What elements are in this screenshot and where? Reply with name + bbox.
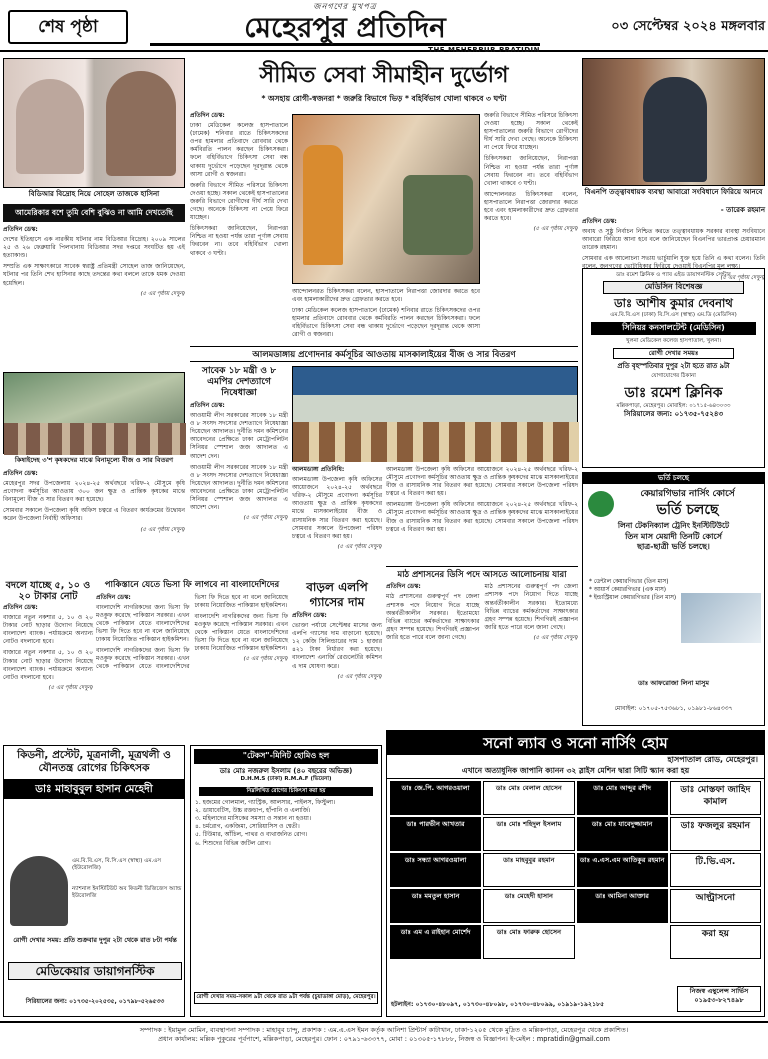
farmers-dateline: প্রতিদিন ডেস্ক: (3, 470, 38, 477)
visa-para: বাংলাদেশি নাগরিকদের জন্য ভিসা ফি মওকুফ করেছে পাকিস্তান সরকার। এখন থেকে পাকিস্তান যেতে বাংলাদেশিদের ভিসা ফি দিতে হবে না বলে জানিয়েছে ঢাকায় নিয়োজিত পাকিস্তান হাইকমিশন। (96, 593, 288, 671)
nursing-students: ছাত্র-ছাত্রী ভর্তি চলছে। (637, 542, 710, 552)
imprint-footer (0, 1021, 768, 1059)
homeo-list (191, 799, 381, 848)
person-icon (303, 145, 343, 265)
nursing-courses (589, 579, 679, 602)
coin-dateline: প্রতিদিন ডেস্ক: (3, 604, 38, 611)
issue-date: ০৩ সেপ্টেম্বর ২০২৪ মঙ্গলবার (611, 19, 765, 34)
homeo-footer: রোগী দেখার সময়-সকাল ৯টা থেকে রাত ৯টা পর্যন্ত (চুয়াডাঙ্গা মোড়), মেহেরপুর। (194, 992, 378, 1004)
lead-body-left (190, 112, 288, 356)
sono-doctor-cell: ডাঃ মোঃ যাবেদুজ্জামান (577, 817, 668, 851)
imprint-line: সম্পাদক : ইয়ামুল মোমিন, ব্যবস্থাপনা সম্পাদক : মাহাবুব চান্দু, প্রকাশক : এম.এ.এস ইমন কর্তৃক আনিশা প্রিন্টার্স কাটাখান, ঢাকা-১২০৫ থেকে মুদ্রিত ও মল্লিকপাড়া, মেহেরপুর থেকে প্রকাশিত। (139, 1026, 629, 1034)
lead-para: আন্দোলনরত চিকিৎসকরা বলেন, হাসপাতালে নিরাপত্তা জোরদার করতে হবে এবং হামলাকারীদের দ্রুত গ্রেফতার করতে হবে। (292, 288, 480, 304)
imprint-line: প্রধান কার্যালয়: মল্লিক পুকুরের পূর্বপাশে, মল্লিকপাড়া, মেহেরপুর। ফোন : ০৭৯১-৬৩৩৭৭, মোবা : ০১৩০৫-১৭৮৮৮, নিজস্ব ও বিজ্ঞাপন। ই-মেইল : mpratidin@gmail.com (158, 1034, 610, 1043)
lead-para: জরুরি বিভাগে সীমিত পরিসরে চিকিৎসা দেওয়া হচ্ছে। সকাল থেকেই হাসপাতালের জরুরি বিভাগে রোগীদের দীর্ঘ সারি দেখা গেছে। অনেকে চিকিৎসা না পেয়ে ফিরে যাচ্ছেন। (484, 112, 578, 152)
sono-doctor-cell: ডাঃ মোঃ আব্দুর রশীদ (577, 781, 668, 815)
sono-doctor-grid (387, 781, 764, 959)
farmers-para: সোমবার সকালে উপজেলা কৃষি অফিস চত্বরে এ বিতরণ কার্যক্রমের উদ্বোধন করেন উপজেলা নির্বাহী অফিসার। (3, 507, 185, 523)
hasina-dateline: প্রতিদিন ডেস্ক: (3, 226, 38, 233)
ambulance-phone: ০১৯৫৩-৮২৭৪৯৮ (694, 995, 744, 1004)
sono-doctor-cell: ডাঃ মোঃ শহিদুল ইসলাম (483, 817, 574, 851)
lead-para: ঢাকা মেডিকেল কলেজ হাসপাতালে (ঢামেক) শনিবার রাতে চিকিৎসকদের ওপর হামলার প্রতিবাদে রোববার থেকে কর্মবিরতি পালন করছেন চিকিৎসকরা। ফলে বহির্বিভাগে চিকিৎসা সেবা বন্ধ থাকায় দুর্ভোগে পড়েছেন দূরদূরান্ত থেকে আসা রোগী ও স্বজনরা। (190, 122, 288, 178)
bnp-cont: (৫ এর পৃষ্ঠায় দেখুন) (720, 274, 765, 281)
visa-cont: (৫ এর পৃষ্ঠায় দেখুন) (243, 656, 288, 663)
sono-doctor-cell: করা হয় (670, 925, 761, 959)
mehedi-time: রোগী দেখার সময়: প্রতি শুক্রবার দুপুর ২টা থেকে রাত ৮টা পর্যন্ত (13, 936, 177, 944)
bnp-dateline: প্রতিদিন ডেস্ক: (582, 218, 617, 225)
nurse-photo (681, 593, 761, 643)
hasina-para: দেশের ইতিহাসে এক নারকীয় ঘটনার নাম বিডিআর বিদ্রোহ। ২০০৯ সালের ২৫ ও ২৬ ফেব্রুয়ারি পিলখানায় বিডিআর সদর দপ্তরে সংঘটিত হয় এই হত্যাকাণ্ড। (3, 236, 185, 260)
lpg-cont: (৫ এর পৃষ্ঠায় দেখুন) (337, 673, 382, 680)
nursing-ad (582, 472, 765, 726)
hasina-headline: আমেরিকার বশে তুমি বেশি বুঝিও না আমি দেখতেছি (3, 204, 185, 222)
lead-para: আন্দোলনরত চিকিৎসকরা বলেন, হাসপাতালে নিরাপত্তা জোরদার করতে হবে এবং হামলাকারীদের দ্রুত গ্রেফতার করতে হবে। (484, 190, 578, 223)
sono-doctor-cell: ডাঃ মোঃ ফারুক হোসেন (483, 925, 574, 959)
farmers-caption: কিষাইদেহ ৩'শ কৃষকদের মাঝে বিনামূল্যে বীজ ও সার বিতরণ (14, 456, 174, 464)
farmers-cont: (৫ এর পৃষ্ঠায় দেখুন) (140, 526, 185, 533)
ramesh-clinic-ad (582, 268, 765, 468)
dc-dateline: প্রতিদিন ডেস্ক: (386, 583, 421, 591)
ad-address: মল্লিকপাড়া, মেহেরপুর। মোবাইল: ০১৭১৫-৬৪৩০৩৩ (616, 402, 731, 409)
sono-doctor-cell: ডাঃ জে.পি. আগরওয়ালা (390, 781, 481, 815)
farmers-body (3, 470, 185, 565)
lpg-story (292, 580, 382, 740)
lead-cont: (৫ এর পৃষ্ঠায় দেখুন) (533, 226, 578, 233)
course-item: * ডেন্টাল কেয়ারগিভার (তিন মাস) (589, 579, 669, 586)
mehedi-ad (3, 745, 185, 1017)
coin-headline: বদলে যাচ্ছে ৫, ১০ ও ২০ টাকার নোট (5, 580, 91, 602)
seed-para: আলমডাঙ্গা উপজেলা কৃষি অফিসের আয়োজনে ২০২৪-২৫ অর্থবছরে খরিফ-২ মৌসুমে প্রণোদনা কর্মসূচির আওতায় ক্ষুদ্র ও প্রান্তিক কৃষকদের মাঝে মাসকালাইয়ের বীজ ও রাসায়নিক সার বিতরণ করা হয়েছে। সোমবার সকালে উপজেলা পরিষদ চত্বরে এ বিতরণ করা হয়। (386, 501, 578, 533)
ad-dept: মেডিসিন বিশেষজ্ঞ (603, 281, 744, 294)
mp-story (190, 366, 288, 576)
sono-sub: হাসপাতাল রোড, মেহেরপুর। (667, 755, 758, 765)
farmers-photo (3, 372, 185, 454)
doctor-photo (10, 856, 68, 926)
seed-para: আলমডাঙ্গা উপজেলা কৃষি অফিসের আয়োজনে ২০২৪-২৫ অর্থবছরে খরিফ-২ মৌসুমে প্রণোদনা কর্মসূচির আওতায় ক্ষুদ্র ও প্রান্তিক কৃষকদের মাঝে মাসকালাইয়ের বীজ ও রাসায়নিক সার বিতরণ করা হয়েছে। সোমবার সকালে উপজেলা পরিষদ চত্বরে এ বিতরণ করা হয়। (386, 466, 578, 498)
homeo-item: ১. হজমের গোলমাল, গ্যাস্ট্রিক, আলসার, পাইলস, ফিস্টুলা। (195, 799, 336, 807)
coin-cont: (৫ এর পৃষ্ঠায় দেখুন) (48, 684, 93, 691)
sono-ambulance (677, 986, 761, 1012)
mehedi-title: কিডনী, প্রস্টেট, মূত্রনালী, মূত্রথলী ও যৌনতন্ত্র রোগের চিকিৎসক (17, 749, 171, 774)
sono-doctor-cell: ডাঃ মেহেদী হাসান (483, 889, 574, 923)
portrait-left-icon (16, 79, 84, 174)
mehedi-inst: ন্যাশনাল ইনস্টিটিউট অব কিডনী ডিজিজেস অ্যান্ড ইউরোলজি (72, 886, 182, 900)
paper-logo (150, 2, 540, 54)
homeo-degree: D.H.M.S (ঢাকা) R.M.A.F (ভিয়েনা) (240, 776, 332, 783)
hasina-sohel-photo (3, 58, 185, 188)
homeo-item: ৩. মহিলাদের মাসিকের সমস্যা ও সন্তান না হওয়া। (195, 815, 311, 823)
sono-doctor-cell: ডাঃ মোস্তফা জাহিদ কামাল (670, 781, 761, 815)
mp-dateline: প্রতিদিন ডেস্ক: (190, 402, 225, 409)
lead-story (190, 58, 578, 358)
sono-title: সনো ল্যাব ও সনো নার্সিং হোম (387, 731, 764, 755)
seed-body-2 (386, 466, 578, 566)
visa-headline: পাকিস্তানে যেতে ভিসা ফি লাগবে না বাংলাদেশিদের (104, 580, 280, 590)
homeo-sub: নিম্নলিখিত রোগের চিকিৎসা করা হয় (199, 787, 373, 796)
homeo-item: ৫. টিউমার, আঁচিল, পাথর ও ব্যথাজনিত রোগ। (195, 831, 308, 839)
dc-para: মাঠ প্রশাসনের গুরুত্বপূর্ণ পদ জেলা প্রশাসক পদে নিয়োগ দিতে যাচ্ছে অন্তর্বর্তীকালীন সরকার। ইতোমধ্যে বিভিন্ন ব্যাচের কর্মকর্তাদের সাক্ষাৎকার গ্রহণ সম্পন্ন হয়েছে। শিগগিরই প্রজ্ঞাপন জারি হতে পারে বলে জানা গেছে। (484, 583, 578, 631)
visa-para: বাংলাদেশি নাগরিকদের জন্য ভিসা ফি মওকুফ করেছে পাকিস্তান সরকার। এখন থেকে পাকিস্তান যেতে বাংলাদেশিদের ভিসা ফি দিতে হবে না বলে জানিয়েছে ঢাকায় নিয়োজিত পাকিস্তান হাইকমিশন। (96, 603, 190, 644)
ad-hospital: খুলনা মেডিকেল কলেজ হাসপাতাল, খুলনা। (625, 337, 722, 344)
mp-para: আওয়ামী লীগ সরকারের সাবেক ১৮ মন্ত্রী ও ৮ সংসদ সদস্যের দেশত্যাগে নিষেধাজ্ঞা দিয়েছেন আদালত। দুর্নীতি দমন কমিশনের আবেদনের প্রেক্ষিতে ঢাকা মেট্রোপলিটন সিনিয়র স্পেশাল জজ আদালত এ আদেশ দেন। (190, 463, 288, 512)
nursing-top: ভর্তি চলছে (583, 473, 764, 484)
hospital-photo (292, 114, 480, 284)
lead-subhead: * অসহায় রোগী-স্বজনরা * জরুরি বিভাগে ভিড় * বহির্বিভাগ খোলা থাকবে ৩ ঘণ্টা (261, 94, 507, 103)
homeo-item: ৬. শিশুদের বিভিন্ন জটিল রোগ। (195, 839, 271, 847)
ad-clinic: ডাঃ রমেশ ক্লিনিক (624, 384, 723, 401)
lpg-dateline: প্রতিদিন ডেস্ক: (292, 612, 327, 619)
paper-name-en: THE MEHERPUR PRATIDIN (428, 45, 540, 54)
lead-para: চিকিৎসকরা জানিয়েছেন, নিরাপত্তা নিশ্চিত না হওয়া পর্যন্ত তারা পূর্ণাঙ্গ সেবায় ফিরবেন না। তবে বহির্বিভাগ খোলা থাকবে ৩ ঘণ্টা। (190, 225, 288, 257)
masthead (0, 0, 768, 52)
seed-dateline: আলমডাঙ্গা প্রতিনিধি: (292, 466, 345, 473)
dc-headline: মাঠ প্রশাসনের ডিসি পদে আসতে আলোচনায় যারা (386, 566, 578, 580)
homeo-ad (190, 745, 382, 1017)
section-label: শেষ পৃষ্ঠা (8, 10, 128, 44)
sono-doctor-cell: আল্ট্রাসনো (670, 889, 761, 923)
hasina-cont: (৫ এর পৃষ্ঠায় দেখুন) (140, 290, 185, 297)
nursing-course: কেয়ারগিভার নার্সিং কোর্সে (640, 489, 735, 500)
nursing-contact: ডাঃ আফরোজা লিনা মাসুম (638, 679, 709, 687)
seed-para: আলমডাঙ্গা উপজেলা কৃষি অফিসের আয়োজনে ২০২৪-২৫ অর্থবছরে খরিফ-২ মৌসুমে প্রণোদনা কর্মসূচির আওতায় ক্ষুদ্র ও প্রান্তিক কৃষকদের মাঝে মাসকালাইয়ের বীজ ও রাসায়নিক সার বিতরণ করা হয়েছে। সোমবার সকালে উপজেলা পরিষদ চত্বরে এ বিতরণ করা হয়। (292, 476, 382, 540)
farmers-para: মেহেরপুর সদর উপজেলায় ২০২৪-২৫ অর্থবছরে খরিফ-২ মৌসুমে কৃষি প্রণোদনা কর্মসূচির আওতায় ৩০০ জন ক্ষুদ্র ও প্রান্তিক কৃষকের মাঝে বিনামূল্যে বীজ ও সার বিতরণ করা হয়েছে। (3, 480, 185, 504)
ad-post: সিনিয়র কনসালটেন্ট (মেডিসিন) (591, 322, 756, 335)
lead-body-right (484, 112, 578, 356)
seed-body (292, 466, 382, 576)
hasina-para: সম্প্রতি এক সাক্ষাৎকারে সাবেক স্বরাষ্ট্র প্রতিমন্ত্রী সোহেল তাজ জানিয়েছেন, ঘটনার পর তিনি শেখ হাসিনার কাছে তদন্তের কথা বললে তাকে ধমক দেওয়া হয়েছিল। (3, 263, 185, 287)
sono-doctor-cell: ডাঃ ফজলুর রহমান (670, 817, 761, 851)
ad-top: ডাঃ রমেশ ক্লিনিক ও প্যাব এইড ডায়াগনস্টিক সেন্টার (616, 272, 731, 278)
seed-photo (292, 366, 578, 462)
paper-name: মেহেরপুর প্রতিদিন (150, 13, 540, 46)
homeo-title: "টেকস"-মিনিট হোমিও হল (194, 749, 378, 764)
mp-para: আওয়ামী লীগ সরকারের সাবেক ১৮ মন্ত্রী ও ৮ সংসদ সদস্যের দেশত্যাগে নিষেধাজ্ঞা দিয়েছেন আদালত। দুর্নীতি দমন কমিশনের আবেদনের প্রেক্ষিতে ঢাকা মেট্রোপলিটন সিনিয়র স্পেশাল জজ আদালত এ আদেশ দেন। (190, 412, 288, 460)
lead-dateline: প্রতিদিন ডেস্ক: (190, 112, 225, 119)
ad-serial: সিরিয়ালের জন্য: ০১৭৩৫-৭৫২৪৩ (623, 410, 724, 419)
portrait-right-icon (106, 71, 176, 176)
ad-contact-label: যোগাযোগের ঠিকানা (651, 373, 696, 380)
coin-para: বাজারে নতুন নকশার ৫, ১০ ও ২০ টাকার নোট ছাড়ার উদ্যোগ নিয়েছে বাংলাদেশ ব্যাংক। পর্যায়ক্রমে অন্যান্য নোটও বদলানো হবে। (3, 649, 93, 681)
portrait-icon (643, 77, 707, 182)
mp-cont: (৫ এর পৃষ্ঠায় দেখুন) (243, 515, 288, 522)
hasina-caption: বিডিআর বিদ্রোহ নিয়ে সোহেল তাজকে হাসিনা (28, 190, 160, 198)
mehedi-doctor: ডাঃ মাহাবুবুল হাসান মেহেদী (4, 779, 184, 799)
ad-time: প্রতি বৃহস্পতিবার দুপুর ২টা হতে রাত ৯টা (617, 362, 730, 371)
dc-para: মাঠ প্রশাসনের গুরুত্বপূর্ণ পদ জেলা প্রশাসক পদে নিয়োগ দিতে যাচ্ছে অন্তর্বর্তীকালীন সরকার। ইতোমধ্যে বিভিন্ন ব্যাচের কর্মকর্তাদের সাক্ষাৎকার গ্রহণ সম্পন্ন হয়েছে। শিগগিরই প্রজ্ঞাপন জারি হতে পারে বলে জানা গেছে। (386, 593, 480, 641)
seed-cont: (৫ এর পৃষ্ঠায় দেখুন) (337, 543, 382, 550)
lead-para: ঢাকা মেডিকেল কলেজ হাসপাতালে (ঢামেক) শনিবার রাতে চিকিৎসকদের ওপর হামলার প্রতিবাদে রোববার থেকে কর্মবিরতি পালন করছেন চিকিৎসকরা। ফলে বহির্বিভাগে চিকিৎসা সেবা বন্ধ থাকায় দুর্ভোগে পড়েছেন দূরদূরান্ত থেকে আসা রোগী ও স্বজনরা। (292, 307, 480, 339)
mehedi-degree: এম.বি.বি.এস, বি.সি.এস (স্বাস্থ্য) এম.এস (ইউরোলজি) (72, 858, 161, 872)
sono-scan: এখানে অত্যাধুনিক জাপানি ক্যানন ৩২ স্লাইস মেশিন দ্বারা সিটি স্ক্যান করা হয় (387, 766, 764, 779)
course-item: * আয়ার্স কেয়ারগিভার (এক মাস) (589, 587, 667, 593)
sono-hotline: হটলাইন: ০১৭৩০-৪৮০৯৭, ০১৭৩০-৪৮০৯৮, ০১৭৩০-৪৮০৯৯, ০১৯১৯-১৯২১৮৫ (391, 1001, 605, 1008)
visa-para: বাংলাদেশি নাগরিকদের জন্য ভিসা ফি মওকুফ করেছে পাকিস্তান সরকার। এখন থেকে পাকিস্তান যেতে বাংলাদেশিদের ভিসা ফি দিতে হবে না বলে জানিয়েছে ঢাকায় নিয়োজিত পাকিস্তান হাইকমিশন। (194, 612, 288, 653)
dc-cont: (৫ এর পৃষ্ঠায় দেখুন) (533, 634, 578, 641)
lead-headline: সীমিত সেবা সীমাহীন দুর্ভোগ (259, 62, 509, 88)
coin-story (3, 580, 93, 740)
course-item: * ইন্ডাস্ট্রিয়াল কেয়ারগিভার (তিন মাস) (589, 594, 677, 601)
sono-doctor-cell: ডাঃ মোঃ বেলাল হোসেন (483, 781, 574, 815)
bnp-headline: বিএনপি তত্ত্বাবধায়ক ব্যবস্থা আবারো সংবিধানে ফিরিয়ে আনবে (584, 188, 763, 196)
seed-headline: আলমডাঙ্গায় প্রণোদনার কর্মসূচির আওতায় মাসকালাইয়ের বীজ ও সার বিতরণ (190, 346, 578, 362)
visa-dateline: প্রতিদিন ডেস্ক: (96, 593, 131, 601)
ambulance-label: নিজস্ব এম্বুলেন্স সার্ভিস (689, 987, 749, 995)
crowd-icon (293, 422, 579, 462)
nursing-duration: তিন মাস মেয়াদী তিনটি কোর্সে (625, 531, 722, 541)
bnp-para: সোমবার এক আলোচনা সভায় ভার্চুয়ালি যুক্ত হয়ে তিনি এ কথা বলেন। তিনি বলেন, জনগণের ভোটাধিকার ফিরিয়ে দেওয়াই বিএনপির মূল লক্ষ্য। (582, 255, 765, 271)
lpg-headline: বাড়ল এলপি গ্যাসের দাম (306, 580, 368, 609)
farmers-story (3, 372, 185, 567)
lead-para: চিকিৎসকরা জানিয়েছেন, নিরাপত্তা নিশ্চিত না হওয়া পর্যন্ত তারা পূর্ণাঙ্গ সেবায় ফিরবেন না। তবে বহির্বিভাগ খোলা থাকবে ৩ ঘণ্টা। (484, 155, 578, 187)
tareque-photo (582, 58, 765, 186)
ad-time-label: রোগী দেখার সময়ঃ (613, 348, 734, 359)
lead-para: জরুরি বিভাগে সীমিত পরিসরে চিকিৎসা দেওয়া হচ্ছে। সকাল থেকেই হাসপাতালের জরুরি বিভাগে রোগীদের দীর্ঘ সারি দেখা গেছে। অনেকে চিকিৎসা না পেয়ে ফিরে যাচ্ছেন। (190, 181, 288, 222)
dc-story (386, 566, 578, 726)
institute-logo-icon (588, 491, 614, 517)
nursing-institute: লিনা টেকনিক্যাল ট্রেনিং ইনস্টিটিউটে (617, 521, 730, 531)
sono-doctor-cell: টি.ভি.এস. (670, 853, 761, 887)
soldier-icon (403, 175, 473, 255)
nursing-phone: মোবাইল: ০১৭০৫-৭৫৩৬৮১, ০১৯৮১-৮৬৪৩৩৭ (614, 705, 733, 712)
homeo-doctor: ডাঃ মোঃ নজরুল ইসলাম (৪০ বছরের অভিজ্ঞ) (219, 766, 353, 775)
hasina-body (3, 226, 185, 366)
homeo-item: ৪. চর্মরোগ, একজিমা, সোরিয়াসিস ও শ্বেতী। (195, 823, 300, 831)
hasina-story (3, 58, 185, 368)
sono-doctor-cell: ডাঃ আমিনা আক্তার (577, 889, 668, 923)
lpg-para: ভোক্তা পর্যায়ে সেপ্টেম্বর মাসের জন্য এলপি গ্যাসের দাম বাড়ানো হয়েছে। ১২ কেজি সিলিন্ডারের দাম ১ হাজার ৪২১ টাকা নির্ধারণ করা হয়েছে। বাংলাদেশ এনার্জি রেগুলেটরি কমিশন এ দাম ঘোষণা করে। (292, 622, 382, 670)
mehedi-addr: সিরিয়ালের জন্য: ০১৭৩৫-২০২৫৩৫, ০১৭৯৮-৫২৬৫৩৩ (25, 998, 165, 1005)
sono-doctor-cell: ডাঃ মমতুল হাসান (390, 889, 481, 923)
sono-doctor-cell (577, 925, 668, 959)
sono-doctor-cell: ডাঃ সন্ধ্যা আগরওয়ালা (390, 853, 481, 887)
visa-story (96, 580, 288, 740)
ad-doctor: ডাঃ আশীষ কুমার দেবনাথ (614, 296, 733, 311)
bnp-byline: - তারেক রহমান (720, 206, 765, 214)
bnp-para: অবাধ ও সুষ্ঠু নির্বাচন নিশ্চিত করতে তত্ত্বাবধায়ক সরকার ব্যবস্থা সংবিধানে আবারো ফিরিয়ে আনা হবে বলে জানিয়েছেন বিএনপির ভারপ্রাপ্ত চেয়ারম্যান তারেক রহমান। (582, 228, 765, 252)
coin-para: বাজারে নতুন নকশার ৫, ১০ ও ২০ টাকার নোট ছাড়ার উদ্যোগ নিয়েছে বাংলাদেশ ব্যাংক। পর্যায়ক্রমে অন্যান্য নোটও বদলানো হবে। (3, 614, 93, 646)
ad-degree: এম.বি.বি.এস (ঢাকা) বি.সি.এস (স্বাস্থ্য) এম.ডি (মেডিসিন) (610, 311, 737, 318)
mp-headline: সাবেক ১৮ মন্ত্রী ও ৮ এমপির দেশত্যাগে নিষেধাজ্ঞা (202, 366, 276, 398)
sono-doctor-cell: ডাঃ এম এ রাইহান মোর্শেদ (390, 925, 481, 959)
mehedi-center: মেডিকেয়ার ডায়াগনস্টিক (8, 962, 182, 980)
sono-doctor-cell: ডাঃ মাহবুবুর রহমান (483, 853, 574, 887)
crowd-icon (4, 423, 186, 455)
tagline: জনগণের মুখপত্র (313, 2, 377, 11)
sono-doctor-cell: ডাঃ পারভীন আখতার (390, 817, 481, 851)
sono-doctor-cell: ডাঃ এ.এস.এম আতিকুর রহমান (577, 853, 668, 887)
homeo-item: ২. ডায়াবেটিস, উচ্চ রক্তচাপ, হাঁপানি ও এলার্জি। (195, 807, 311, 815)
nursing-title: ভর্তি চলছে (656, 501, 719, 518)
sono-ad (386, 730, 765, 1017)
